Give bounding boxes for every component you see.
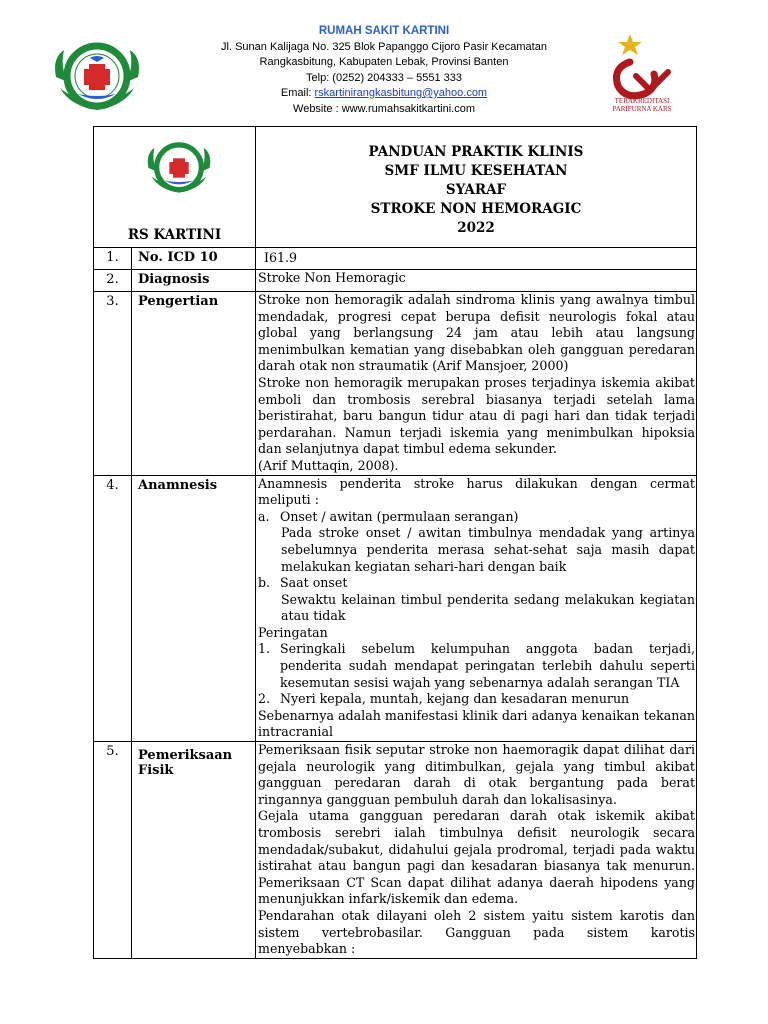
paragraph: Stroke non hemoragik merupakan proses terjadinya iskemia akibat emboli dan trombosis serebral biasanya terjadi setelah lama beristirahat, baru bangun tidur atau di pagi hari dan tidak terjadi perdarahan. Namun terjadi iskemia yang menimbulkan hipoksia dan selanjutnya dapat timbul edema sekunder.: [258, 374, 695, 457]
row-label: Anamnesis: [132, 475, 256, 742]
row-number: 3.: [94, 292, 132, 476]
row-number: 5.: [94, 742, 132, 959]
row-label: Pemeriksaan Fisik: [132, 742, 256, 959]
paragraph: Pada stroke onset / awitan timbulnya mendadak yang artinya sebelumnya penderita merasa sehat-sehat saja masih dapat melakukan kegiatan sehari-hari dengan baik: [281, 525, 695, 574]
row-label: Pengertian: [132, 292, 256, 476]
paragraph: Stroke non hemoragik adalah sindroma klinis yang awalnya timbul mendadak, progresi cepat berupa defisit neurologis fokal atau global yang berlangsung 24 jam atau lebih atau langsung menimbulkan kematian yang disebabkan oleh gangguan peredaran darah otak non straumatik (Arif Mansjoer, 2000): [258, 292, 695, 374]
row-label: No. ICD 10: [132, 248, 256, 270]
document-title: [256, 127, 697, 248]
physical-exam-text: [256, 742, 697, 959]
paragraph: Peringatan: [258, 624, 328, 640]
list-item: [258, 509, 695, 526]
anamnesis-text: [256, 475, 697, 742]
list-item: [258, 691, 695, 708]
table-row: [94, 475, 697, 742]
table-header-row: [94, 127, 697, 248]
row-number: 1.: [94, 248, 132, 270]
title-line: PANDUAN PRAKTIK KLINIS: [368, 144, 584, 160]
icd-code: I61.9: [256, 248, 697, 270]
title-line: 2022: [457, 220, 495, 236]
paragraph: Pendarahan otak dilayani oleh 2 sistem yaitu sistem karotis dan sistem vertebrobasilar. Gangguan pada sistem karotis menyebabkan :: [258, 907, 695, 957]
definition-text: [256, 292, 697, 476]
list-item-text: Seringkali sebelum kelumpuhan anggota badan terjadi, penderita sudah mendapat peringatan terlebih dahulu seperti kesemutan sesisi wajah yang sebenarnya adalah serangan TIA: [280, 641, 695, 690]
list-item-text: Nyeri kepala, muntah, kejang dan kesadaran menurun: [280, 691, 630, 707]
hospital-logo-small: [144, 137, 214, 199]
paragraph: (Arif Muttaqin, 2008).: [258, 457, 399, 473]
list-item-title: Saat onset: [280, 575, 348, 591]
list-marker: 1.: [258, 641, 271, 657]
paragraph: Sewaktu kelainan timbul penderita sedang melakukan kegiatan atau tidak: [281, 591, 695, 624]
address-line-1: Jl. Sunan Kalijaga No. 325 Blok Papanggo Cijoro Pasir Kecamatan: [221, 40, 547, 53]
list-marker: a.: [258, 508, 270, 524]
address-line-2: Rangkasbitung, Kabupaten Lebak, Provinsi Banten: [259, 56, 509, 68]
paragraph: Sebenarnya adalah manifestasi klinik dari adanya kenaikan tekanan intracranial: [258, 707, 695, 740]
diagnosis-value: Stroke Non Hemoragic: [256, 270, 697, 292]
row-number: 4.: [94, 475, 132, 742]
list-item: [258, 641, 695, 691]
list-item: [258, 575, 695, 592]
title-line: STROKE NON HEMORAGIC: [370, 201, 582, 217]
table-row: [94, 292, 697, 476]
email-line: [160, 86, 608, 102]
clinical-guideline-table: [93, 126, 697, 959]
row-label: Diagnosis: [132, 270, 256, 292]
email-link[interactable]: rskartinirangkasbitung@yahoo.com: [314, 87, 488, 99]
hospital-name: RUMAH SAKIT KARTINI: [318, 25, 450, 37]
letterhead: [0, 0, 768, 120]
title-line: SMF ILMU KESEHATAN: [384, 163, 568, 179]
title-line: SYARAF: [445, 182, 507, 198]
paragraph: Pemeriksaan fisik seputar stroke non haemoragik dapat dilihat dari gejala neurologik yang ditimbulkan, gejala yang timbul akibat gangguan peredaran darah di otak bergantung pada berat ringannya gangguan pembuluh darah dan lokalisasinya.: [258, 742, 695, 807]
paragraph: Gejala utama gangguan peredaran darah otak iskemik akibat trombosis serebri ialah timbulnya defisit neurologik secara mendadak/subakut, didahului gejala prodromal, terjadi pada waktu istirahat atau bangun pagi dan kesadaran biasanya tak menurun. Pemeriksaan CT Scan dapat dilihat adanya daerah hipodens yang menunjukkan infark/iskemik dan edema.: [258, 808, 695, 907]
table-row: [94, 248, 697, 270]
website-line: Website : www.rumahsakitkartini.com: [293, 102, 475, 115]
row-number: 2.: [94, 270, 132, 292]
header-left-cell: [94, 127, 256, 248]
rs-label: RS KARTINI: [127, 227, 222, 243]
list-marker: b.: [258, 575, 271, 591]
table-row: [94, 270, 697, 292]
email-label: Email:: [280, 87, 315, 99]
accreditation-text: TERAKREDITASI PARIPURNA KARS: [612, 97, 672, 113]
list-marker: 2.: [258, 691, 271, 707]
paragraph: Anamnesis penderita stroke harus dilakukan dengan cermat meliputi :: [258, 475, 695, 508]
table-row: [94, 742, 697, 959]
hospital-logo: [50, 38, 144, 116]
list-item-title: Onset / awitan (permulaan serangan): [280, 508, 519, 524]
phone-number: Telp: (0252) 204333 – 5551 333: [306, 71, 462, 84]
